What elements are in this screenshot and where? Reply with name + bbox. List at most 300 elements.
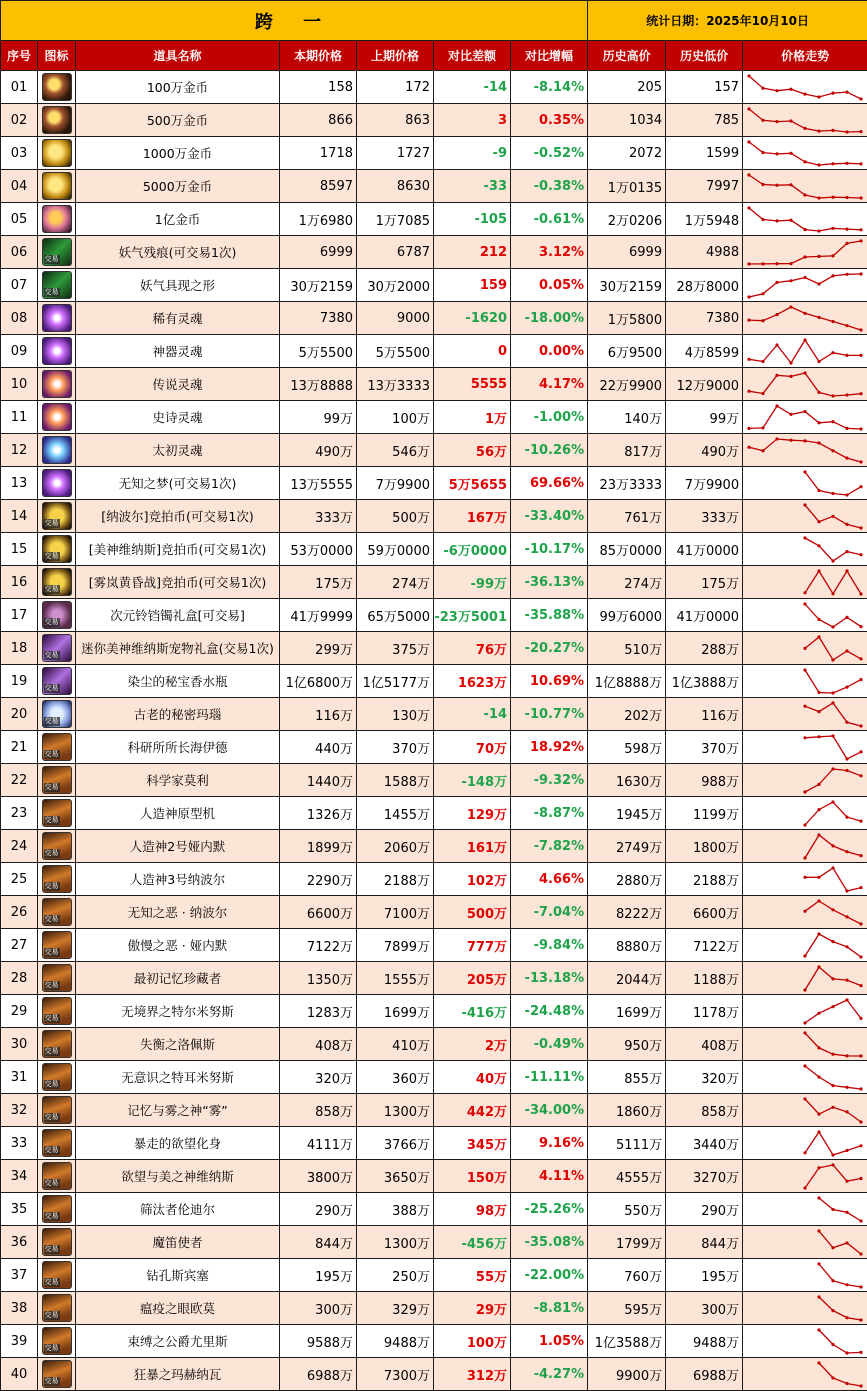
trend-point [845, 353, 848, 356]
price-diff: -23万5001 [434, 599, 511, 632]
current-price: 299万 [280, 632, 357, 665]
tradable-tag: 交易 [44, 1212, 59, 1220]
previous-price: 65万5000 [357, 599, 434, 632]
row-index: 12 [1, 434, 38, 467]
row-index: 29 [1, 995, 38, 1028]
history-low: 1199万 [666, 797, 743, 830]
history-high: 2044万 [588, 962, 666, 995]
tradable-tag: 交易 [44, 750, 59, 758]
row-icon-cell [38, 665, 76, 698]
trend-line [805, 703, 861, 726]
trend-point [803, 338, 806, 341]
trend-point [817, 1229, 820, 1232]
card-icon [42, 1261, 72, 1289]
history-low: 6988万 [666, 1358, 743, 1391]
trend-point [845, 272, 848, 275]
trend-point [859, 130, 862, 133]
price-diff: 777万 [434, 929, 511, 962]
trend-point [845, 1316, 848, 1319]
row-icon-cell [38, 962, 76, 995]
trend-point [817, 421, 820, 424]
trend-point [845, 615, 848, 618]
price-pct: 18.92% [511, 731, 588, 764]
trend-point [803, 126, 806, 129]
header-trend: 价格走势 [743, 41, 867, 71]
trend-sparkline [743, 798, 867, 829]
previous-price: 2060万 [357, 830, 434, 863]
trend-point [803, 591, 806, 594]
price-pct: -0.38% [511, 170, 588, 203]
trend-sparkline [743, 402, 867, 433]
history-high: 1亿8888万 [588, 665, 666, 698]
trend-point [803, 92, 806, 95]
trend-sparkline [743, 336, 867, 367]
price-pct: -35.88% [511, 599, 588, 632]
table-row [1, 1226, 867, 1259]
table-row [1, 203, 867, 236]
trend-point [775, 437, 778, 440]
card-icon [42, 733, 72, 761]
table-row [1, 1193, 867, 1226]
trend-point [845, 1283, 848, 1286]
trend-point [831, 559, 834, 562]
trend-point [817, 1361, 820, 1364]
current-price: 408万 [280, 1028, 357, 1061]
trend-point [817, 520, 820, 523]
coin-icon [42, 73, 72, 101]
item-name: 稀有灵魂 [76, 302, 280, 335]
trend-line [805, 472, 861, 495]
trend-point [859, 526, 862, 529]
price-pct: 9.16% [511, 1127, 588, 1160]
tradable-tag: 交易 [44, 981, 59, 989]
trend-point [831, 1342, 834, 1345]
trend-point [761, 182, 764, 185]
trend-point [789, 218, 792, 221]
previous-price: 500万 [357, 500, 434, 533]
tradable-tag: 交易 [44, 1047, 59, 1055]
current-price: 1326万 [280, 797, 357, 830]
card-icon [42, 1162, 72, 1190]
table-row [1, 1259, 867, 1292]
history-low: 12万9000 [666, 368, 743, 401]
trend-point [775, 373, 778, 376]
trend-point [803, 536, 806, 539]
table-row [1, 302, 867, 335]
trend-cell [743, 632, 867, 665]
price-diff: 2万 [434, 1028, 511, 1061]
trend-point [831, 977, 834, 980]
previous-price: 370万 [357, 731, 434, 764]
trend-cell [743, 137, 867, 170]
trend-line [805, 1132, 861, 1155]
trend-point [761, 391, 764, 394]
trend-point [817, 1011, 820, 1014]
trend-cell [743, 830, 867, 863]
trend-point [845, 1351, 848, 1354]
row-icon-cell [38, 401, 76, 434]
trend-point [789, 438, 792, 441]
trend-line [819, 1363, 861, 1386]
row-index: 02 [1, 104, 38, 137]
previous-price: 172 [357, 71, 434, 104]
table-row [1, 401, 867, 434]
row-icon-cell [38, 434, 76, 467]
row-index: 36 [1, 1226, 38, 1259]
price-diff: -9 [434, 137, 511, 170]
trend-cell [743, 863, 867, 896]
price-pct: 4.66% [511, 863, 588, 896]
previous-price: 1亿5177万 [357, 665, 434, 698]
table-row [1, 467, 867, 500]
trend-point [803, 160, 806, 163]
trend-point [817, 965, 820, 968]
trend-point [831, 734, 834, 737]
trend-point [761, 292, 764, 295]
price-pct: -0.52% [511, 137, 588, 170]
item-name: 神器灵魂 [76, 335, 280, 368]
trend-sparkline [743, 930, 867, 961]
current-price: 13万8888 [280, 368, 357, 401]
history-high: 2880万 [588, 863, 666, 896]
trend-point [817, 782, 820, 785]
trend-point [789, 412, 792, 415]
trend-point [859, 460, 862, 463]
previous-price: 2188万 [357, 863, 434, 896]
tradable-tag: 交易 [44, 1344, 59, 1352]
history-high: 30万2159 [588, 269, 666, 302]
current-price: 1899万 [280, 830, 357, 863]
row-index: 06 [1, 236, 38, 269]
tradable-tag: 交易 [44, 1377, 59, 1385]
trend-point [761, 319, 764, 322]
price-diff: 98万 [434, 1193, 511, 1226]
tradable-tag: 交易 [44, 783, 59, 791]
row-index: 28 [1, 962, 38, 995]
trend-cell [743, 302, 867, 335]
row-index: 15 [1, 533, 38, 566]
trend-point [803, 646, 806, 649]
trend-sparkline [743, 1260, 867, 1291]
trend-line [749, 208, 861, 231]
header-current-price: 本期价格 [280, 41, 357, 71]
previous-price: 3766万 [357, 1127, 434, 1160]
trend-point [831, 1105, 834, 1108]
trend-point [845, 1110, 848, 1113]
trend-point [803, 228, 806, 231]
trend-point [859, 955, 862, 958]
table-row [1, 269, 867, 302]
trend-point [817, 129, 820, 132]
trend-point [747, 445, 750, 448]
trend-point [789, 183, 792, 186]
coin-icon [42, 106, 72, 134]
trend-point [803, 503, 806, 506]
price-diff: 205万 [434, 962, 511, 995]
history-high: 202万 [588, 698, 666, 731]
table-row [1, 929, 867, 962]
history-high: 140万 [588, 401, 666, 434]
trend-sparkline [743, 105, 867, 136]
history-high: 1034 [588, 104, 666, 137]
item-name: 1亿金币 [76, 203, 280, 236]
price-pct: -35.08% [511, 1226, 588, 1259]
history-low: 7万9900 [666, 467, 743, 500]
row-index: 14 [1, 500, 38, 533]
trend-point [831, 162, 834, 165]
trend-point [803, 602, 806, 605]
row-index: 10 [1, 368, 38, 401]
trend-cell [743, 896, 867, 929]
trend-point [817, 690, 820, 693]
table-row [1, 1292, 867, 1325]
trend-point [803, 988, 806, 991]
trend-point [859, 272, 862, 275]
table-row [1, 335, 867, 368]
trend-cell [743, 1061, 867, 1094]
price-pct: -11.11% [511, 1061, 588, 1094]
trend-point [803, 668, 806, 671]
current-price: 3800万 [280, 1160, 357, 1193]
trend-point [845, 130, 848, 133]
current-price: 1350万 [280, 962, 357, 995]
table-row [1, 1358, 867, 1391]
trend-sparkline [743, 996, 867, 1027]
current-price: 320万 [280, 1061, 357, 1094]
trend-point [859, 392, 862, 395]
price-diff: -33 [434, 170, 511, 203]
current-price: 175万 [280, 566, 357, 599]
card-icon [42, 1294, 72, 1322]
trend-point [831, 767, 834, 770]
item-name: 5000万金币 [76, 170, 280, 203]
trend-point [817, 1196, 820, 1199]
history-low: 333万 [666, 500, 743, 533]
price-diff: 3 [434, 104, 511, 137]
current-price: 116万 [280, 698, 357, 731]
item-name: 瘟疫之眼欧莫 [76, 1292, 280, 1325]
trend-point [831, 274, 834, 277]
trend-point [831, 1163, 834, 1166]
price-pct: -25.26% [511, 1193, 588, 1226]
price-diff: 312万 [434, 1358, 511, 1391]
previous-price: 410万 [357, 1028, 434, 1061]
row-icon-cell [38, 335, 76, 368]
trend-point [859, 854, 862, 857]
row-icon-cell [38, 368, 76, 401]
trend-point [845, 1381, 848, 1384]
price-pct: 0.05% [511, 269, 588, 302]
tradable-tag: 交易 [44, 948, 59, 956]
row-index: 01 [1, 71, 38, 104]
price-diff: -416万 [434, 995, 511, 1028]
item-name: 无境界之特尔米努斯 [76, 995, 280, 1028]
trend-cell [743, 566, 867, 599]
history-low: 1万5948 [666, 203, 743, 236]
trend-cell [743, 170, 867, 203]
trend-cell [743, 500, 867, 533]
history-high: 598万 [588, 731, 666, 764]
row-icon-cell [38, 1160, 76, 1193]
tradable-tag: 交易 [44, 1113, 59, 1121]
trend-point [817, 932, 820, 935]
trend-point [761, 118, 764, 121]
history-low: 99万 [666, 401, 743, 434]
trend-point [845, 768, 848, 771]
tradable-tag: 交易 [44, 255, 59, 263]
history-low: 1800万 [666, 830, 743, 863]
trend-point [775, 262, 778, 265]
card-icon [42, 1063, 72, 1091]
row-icon-cell [38, 269, 76, 302]
card-icon [42, 1195, 72, 1223]
trend-point [803, 909, 806, 912]
current-price: 2290万 [280, 863, 357, 896]
trend-sparkline [743, 666, 867, 697]
trend-sparkline [743, 864, 867, 895]
trend-point [831, 1279, 834, 1282]
trend-point [817, 1328, 820, 1331]
previous-price: 375万 [357, 632, 434, 665]
previous-price: 7100万 [357, 896, 434, 929]
gold-bar-icon [42, 139, 72, 167]
price-diff: 29万 [434, 1292, 511, 1325]
trend-point [859, 1318, 862, 1321]
row-index: 04 [1, 170, 38, 203]
item-name: 暴走的欲望化身 [76, 1127, 280, 1160]
price-pct: -8.87% [511, 797, 588, 830]
trend-point [831, 1052, 834, 1055]
table-row [1, 1028, 867, 1061]
price-pct: -33.40% [511, 500, 588, 533]
trend-point [831, 658, 834, 661]
current-price: 41万9999 [280, 599, 357, 632]
row-index: 23 [1, 797, 38, 830]
price-diff: 5555 [434, 368, 511, 401]
trend-point [817, 1046, 820, 1049]
tradable-tag: 交易 [44, 1311, 59, 1319]
card-icon [42, 1129, 72, 1157]
trend-cell [743, 1325, 867, 1358]
trend-cell [743, 467, 867, 500]
item-name: [雾岚黄昏战]竞拍币(可交易1次) [76, 566, 280, 599]
trend-point [845, 195, 848, 198]
trend-point [789, 151, 792, 154]
trend-point [859, 678, 862, 681]
history-low: 6600万 [666, 896, 743, 929]
trend-line [805, 637, 861, 660]
trend-point [775, 183, 778, 186]
dream-orb-icon [42, 469, 72, 497]
trend-point [817, 875, 820, 878]
trend-point [845, 1179, 848, 1182]
row-index: 08 [1, 302, 38, 335]
price-diff: 442万 [434, 1094, 511, 1127]
card-icon [42, 1327, 72, 1355]
trend-sparkline [743, 831, 867, 862]
trend-sparkline [743, 1161, 867, 1192]
trend-line [805, 769, 861, 792]
price-diff: 161万 [434, 830, 511, 863]
trend-point [817, 359, 820, 362]
row-index: 31 [1, 1061, 38, 1094]
trend-point [859, 1016, 862, 1019]
price-diff: 102万 [434, 863, 511, 896]
trend-line [805, 868, 861, 891]
history-low: 370万 [666, 731, 743, 764]
row-index: 17 [1, 599, 38, 632]
price-pct: -4.27% [511, 1358, 588, 1391]
current-price: 1440万 [280, 764, 357, 797]
trend-point [831, 866, 834, 869]
history-high: 99万6000 [588, 599, 666, 632]
row-index: 18 [1, 632, 38, 665]
trend-line [749, 307, 861, 330]
price-diff: 1623万 [434, 665, 511, 698]
trend-point [859, 922, 862, 925]
history-low: 1599 [666, 137, 743, 170]
trend-point [831, 254, 834, 257]
trend-point [803, 470, 806, 473]
item-name: 傲慢之恶 · 娅内默 [76, 929, 280, 962]
trend-point [747, 318, 750, 321]
table-row [1, 896, 867, 929]
trend-cell [743, 533, 867, 566]
auction-coin-icon [42, 568, 72, 596]
trend-line [819, 1330, 861, 1353]
card-icon [42, 865, 72, 893]
price-diff: 150万 [434, 1160, 511, 1193]
row-index: 13 [1, 467, 38, 500]
card-icon [42, 1360, 72, 1388]
trend-point [831, 940, 834, 943]
trend-point [845, 493, 848, 496]
trend-cell [743, 929, 867, 962]
tradable-tag: 交易 [44, 816, 59, 824]
trend-cell [743, 1028, 867, 1061]
row-icon-cell [38, 203, 76, 236]
trend-point [831, 1005, 834, 1008]
trend-point [803, 1064, 806, 1067]
demon-trace-icon [42, 238, 72, 266]
trend-sparkline [743, 600, 867, 631]
trend-sparkline [743, 138, 867, 169]
price-pct: -8.14% [511, 71, 588, 104]
table-row [1, 533, 867, 566]
row-icon-cell [38, 302, 76, 335]
row-icon-cell [38, 731, 76, 764]
trend-point [859, 1120, 862, 1123]
trend-cell [743, 962, 867, 995]
tradable-tag: 交易 [44, 915, 59, 923]
gold-bar-icon [42, 172, 72, 200]
trend-cell [743, 335, 867, 368]
current-price: 9588万 [280, 1325, 357, 1358]
header-row [1, 41, 867, 71]
trend-point [817, 899, 820, 902]
trend-line [805, 1000, 861, 1023]
row-index: 33 [1, 1127, 38, 1160]
table-row [1, 995, 867, 1028]
row-index: 40 [1, 1358, 38, 1391]
agate-icon [42, 700, 72, 728]
history-low: 288万 [666, 632, 743, 665]
price-pct: -34.00% [511, 1094, 588, 1127]
trend-point [859, 485, 862, 488]
trend-point [803, 193, 806, 196]
trend-sparkline [743, 171, 867, 202]
trend-point [845, 1085, 848, 1088]
